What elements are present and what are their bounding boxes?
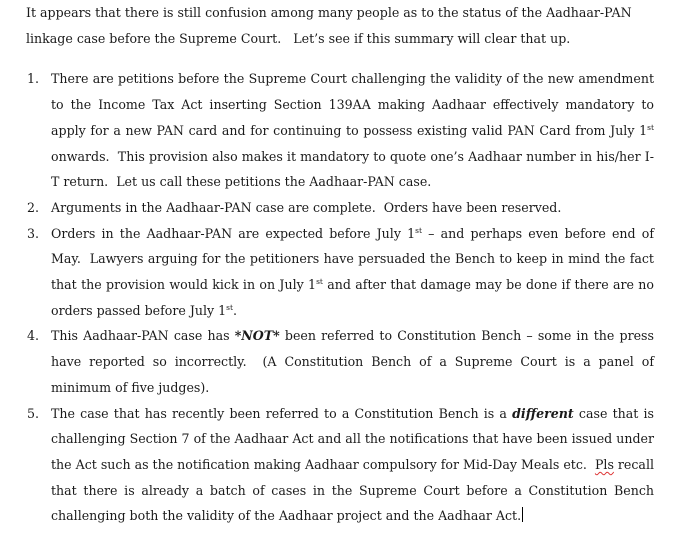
ordinal-suffix: st [226,302,234,312]
list-number: 2. [27,199,40,215]
item-text: onwards. This provision also makes it mandatory to quote one’s Aadhaar number in his/her I-T return. Let us call these petitions the Aadhaar-PAN case. [51,148,654,190]
item-text: This Aadhaar-PAN case has [51,328,235,344]
text-cursor [522,507,523,522]
list-item-5 [26,401,654,530]
item-text: case that is challenging Section 7 of the Aadhaar Act and all the notifications that have been issued under the Act such as the notification making Aadhaar compulsory for Mid-Day Meals etc. [51,405,655,472]
numbered-list [26,66,654,529]
list-number: 1. [27,71,40,87]
list-item-4 [26,323,654,400]
item-text: . [233,302,238,318]
ordinal-suffix: st [647,122,654,132]
list-item-2 [26,195,654,221]
list-number: 5. [27,405,40,421]
item-text: been referred to Constitution Bench – some in the press have reported so incorrectly. (A Constitution Bench of a Supreme Court is a panel of minimum of five judges). [51,328,654,395]
item-text: The case that has recently been referred to a Constitution Bench is a [51,405,513,421]
list-item-1 [26,66,654,195]
item-text: Arguments in the Aadhaar-PAN case are complete. Orders have been reserved. [51,199,562,215]
item-text: There are petitions before the Supreme Court challenging the validity of the new amendment to the Income Tax Act inserting Section 139AA making Aadhaar effectively mandatory to apply for a new PAN card and for continuing to possess existing valid PAN Card from July 1 [51,71,654,138]
ordinal-suffix: st [316,277,323,287]
item-text: – and perhaps even before end of May. Lawyers arguing for the petitioners have persuaded the Bench to keep in mind the fact that the provision would kick in on July 1 [51,225,654,293]
list-item-3 [26,221,654,324]
document-body[interactable] [26,0,654,529]
item-text: and after that damage may be done if there are no orders passed before July 1 [51,277,654,318]
spellcheck-flagged-word[interactable]: Pls [594,456,614,472]
item-text: Orders in the Aadhaar-PAN are expected before July 1 [51,225,416,241]
item-text: recall that there is already a batch of cases in the Supreme Court before a Constitution Bench challenging both the validity of the Aadhaar project and the Aadhaar Act. [51,456,654,524]
intro-paragraph: It appears that there is still confusion among many people as to the status of the Aadhaar-PAN linkage case before the Supreme Court. Let’s see if this summary will clear that up. [26,5,632,46]
list-number: 3. [27,225,40,241]
ordinal-suffix: st [415,225,422,235]
list-number: 4. [27,328,40,344]
emphasis-text: different [512,405,574,421]
emphasis-text: *NOT* [234,328,280,344]
